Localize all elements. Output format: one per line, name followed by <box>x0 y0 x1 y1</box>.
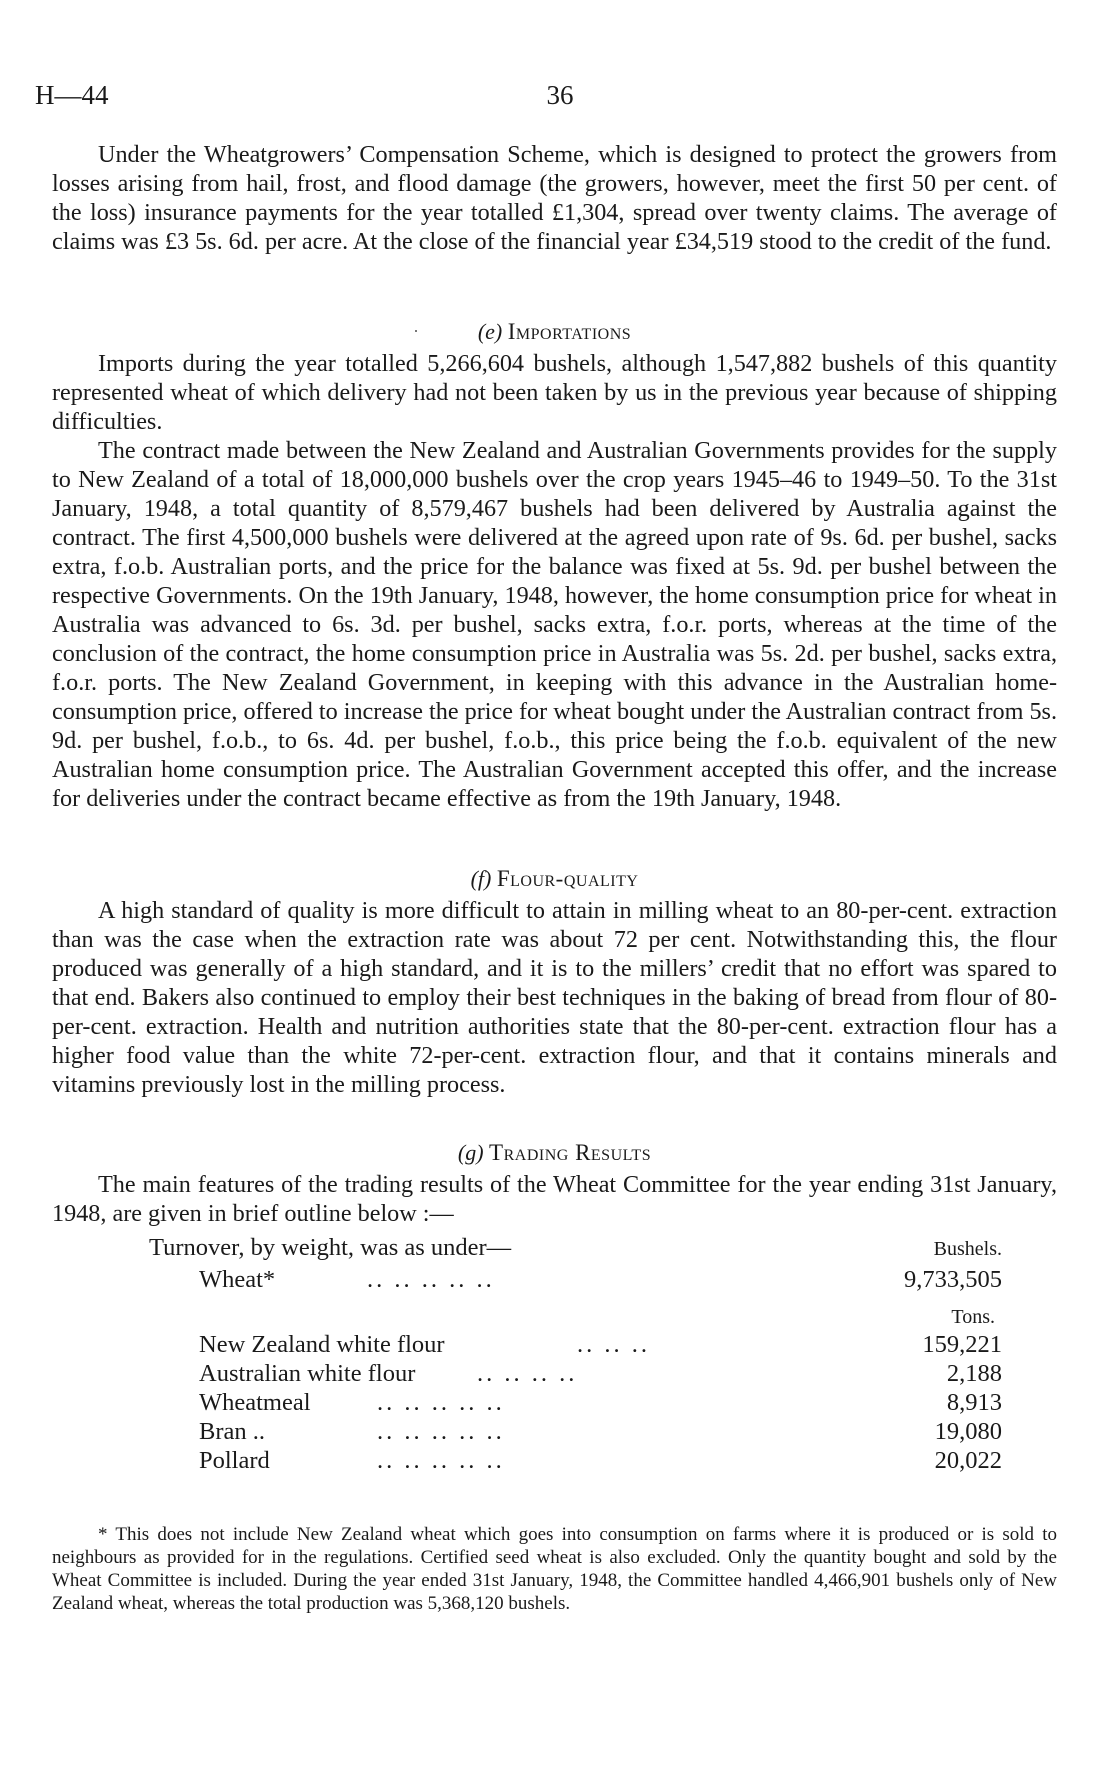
dot-leaders: .. .. .. .. .. <box>377 1389 505 1416</box>
section-title: Importations <box>507 319 632 344</box>
footnote-text: * This does not include New Zealand wheat which goes into consumption on farms where it is produced or is sold to neighbours as provided for in the regulations. Certified seed wheat is also excluded. Only the quantity bought and sold by the Wheat Committee is included. During the year ended 31st January, 1948, the Committee handled 4,466,901 bushels only of New Zealand wheat, whereas the total production was 5,368,120 bushels. <box>52 1524 1057 1614</box>
turnover-intro-row <box>52 1234 1057 1264</box>
row-label: Pollard <box>199 1447 270 1474</box>
section-heading-importations <box>52 319 1057 345</box>
row-value: 8,913 <box>946 1389 1002 1416</box>
flour-quality-paragraph <box>52 896 1057 1099</box>
row-value: 2,188 <box>946 1360 1002 1387</box>
paragraph-text: Imports during the year totalled 5,266,604 bushels, although 1,547,882 bushels of this quantity represented wheat of which delivery had not been taken by us in the previous year because of shipping difficulties. <box>52 350 1057 435</box>
row-label: Bran .. <box>199 1418 265 1445</box>
row-label: Wheat* <box>199 1266 276 1293</box>
table-row <box>52 1331 1057 1361</box>
row-label: Australian white flour <box>199 1360 416 1387</box>
row-value: 159,221 <box>922 1331 1002 1358</box>
table-row <box>52 1447 1057 1477</box>
trading-results-paragraph <box>52 1170 1057 1228</box>
unit-bushels: Bushels. <box>933 1238 1002 1260</box>
dot-leaders: .. .. .. .. .. <box>377 1418 505 1445</box>
row-label: Wheatmeal <box>199 1389 311 1416</box>
paragraph-text: Under the Wheatgrowers’ Compensation Scheme, which is designed to protect the growers from losses arising from hail, frost, and flood damage (the growers, however, meet the first 50 per cent. of the loss) insurance payments for the year totalled £1,304, spread over twenty claims. The average of claims was £3 5s. 6d. per acre. At the close of the financial year £34,519 stood to the credit of the fund. <box>52 141 1057 255</box>
unit-tons: Tons. <box>951 1306 995 1328</box>
row-label: New Zealand white flour <box>199 1331 445 1358</box>
row-value: 19,080 <box>934 1418 1002 1445</box>
section-letter: (f) <box>470 866 492 891</box>
section-heading-flour-quality <box>52 866 1057 892</box>
section-title: Trading Results <box>489 1140 652 1165</box>
section-letter: (g) <box>457 1140 484 1165</box>
dot-leaders: .. .. .. .. <box>477 1360 578 1387</box>
footnote <box>52 1523 1057 1615</box>
importations-paragraph-2 <box>52 436 1057 813</box>
document-code: H—44 <box>35 80 109 110</box>
dot-leaders: .. .. .. .. .. <box>367 1266 495 1293</box>
row-value: 9,733,505 <box>904 1266 1002 1293</box>
section-letter: (e) <box>477 319 503 344</box>
paragraph-text: A high standard of quality is more difficult to attain in milling wheat to an 80-per-cent. extraction than was the case when the extraction rate was about 72 per cent. Notwithstanding this, the flour produced was generally of a high standard, and it is to the millers’ credit that no effort was spared to that end. Bakers also continued to employ their best techniques in the baking of bread from flour of 80-per-cent. extraction. Health and nutrition authorities state that the 80-per-cent. extraction flour has a higher food value than the white 72-per-cent. extraction flour, and that it contains minerals and vitamins previously lost in the milling process. <box>52 897 1057 1098</box>
section-heading-trading-results <box>52 1140 1057 1166</box>
units-row <box>52 1304 1057 1334</box>
dot-leaders: .. .. .. .. .. <box>377 1447 505 1474</box>
page-number: 36 <box>546 80 574 110</box>
paragraph-text: The contract made between the New Zealand and Australian Governments provides for the supply to New Zealand of a total of 18,000,000 bushels over the crop years 1945–46 to 1949–50. To the 31st January, 1948, a total quantity of 8,579,467 bushels had been delivered by Australia against the contract. The first 4,500,000 bushels were delivered at the agreed upon rate of 9s. 6d. per bushel, sacks extra, f.o.b. Australian ports, and the price for the balance was fixed at 5s. 9d. per bushel between the respective Governments. On the 19th January, 1948, however, the home consumption price for wheat in Australia was advanced to 6s. 3d. per bushel, sacks extra, f.o.r. ports, whereas at the time of the conclusion of the contract, the home consumption price in Australia was 5s. 2d. per bushel, sacks extra, f.o.r. ports. The New Zealand Government, in keeping with this advance in the Australian home-consumption price, offered to increase the price for wheat bought under the Australian contract from 5s. 9d. per bushel, f.o.b., to 6s. 4d. per bushel, f.o.b., this price being the f.o.b. equivalent of the new Australian home consumption price. The Australian Government accepted this offer, and the increase for deliveries under the contract became effective as from the 19th January, 1948. <box>52 437 1058 812</box>
turnover-intro: Turnover, by weight, was as under— <box>149 1234 512 1261</box>
paragraph-text: The main features of the trading results of the Wheat Committee for the year ending 31st January, 1948, are given in brief outline below :— <box>52 1171 1057 1227</box>
row-value: 20,022 <box>934 1447 1002 1474</box>
table-row-wheat <box>52 1266 1057 1296</box>
page-header <box>35 80 1085 120</box>
compensation-paragraph <box>52 140 1057 256</box>
importations-paragraph-1 <box>52 349 1057 436</box>
table-row <box>52 1389 1057 1419</box>
section-title: Flour-quality <box>496 866 639 891</box>
table-row <box>52 1360 1057 1390</box>
table-row <box>52 1418 1057 1448</box>
dot-leaders: .. .. .. <box>577 1331 650 1358</box>
